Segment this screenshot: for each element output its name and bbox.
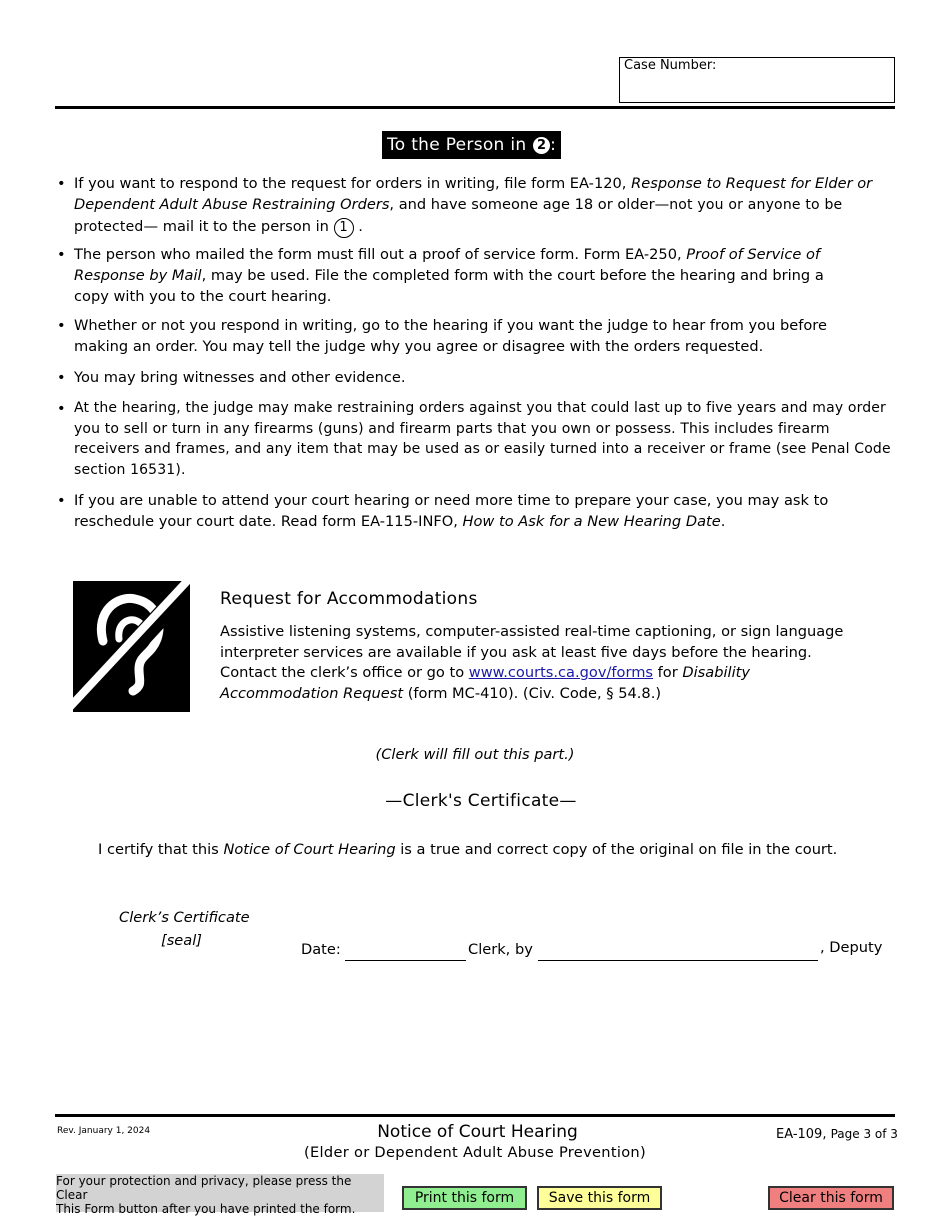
page-number: Page 3 of 3 [830, 1127, 898, 1141]
bullet-icon: • [57, 369, 66, 386]
date-label: Date: [301, 941, 341, 958]
bullet-icon: • [57, 175, 66, 192]
circle-number-icon: 2 [533, 137, 550, 154]
bullet-text: , and have someone age 18 or older— [389, 196, 670, 213]
clerk-certificate-title: —Clerk's Certificate— [385, 791, 577, 811]
accommodations-text: Assistive listening systems, computer-assisted real-time captioning, or sign language interpreter services are available if you ask at least five days before the hearing. Contact the clerk’s office or go to [220, 623, 844, 681]
bullet-text: You may bring witnesses and other evidence. [74, 369, 406, 386]
bullet-text: If you want to respond to the request for orders in writing, file form EA-120, [74, 175, 632, 192]
bullet-text: , may be used. File the completed form with the court before the hearing and bring a copy with you to the court hearing. [74, 267, 824, 305]
bullet-text: Whether or not you respond in writing, go to the hearing if you want the judge to hear from you before making an order. You may tell the judge why you agree or disagree with the orders requested. [74, 317, 827, 355]
form-title-ref: Disability Accommodation Request [220, 664, 751, 702]
form-title-ref: Response to Request for Elder or Dependent Adult Abuse Restraining Orders [74, 175, 873, 213]
privacy-text: For your protection and privacy, please press the Clear [56, 1174, 352, 1202]
clerk-note: (Clerk will fill out this part.) [375, 746, 575, 763]
bullet-icon: • [57, 317, 66, 334]
print-form-button[interactable]: Print this form [402, 1186, 527, 1210]
person-heading-suffix: : [550, 135, 557, 155]
case-number-box[interactable] [619, 57, 895, 103]
circle-number-icon: 1 [334, 218, 354, 238]
header-divider [55, 106, 895, 109]
save-form-button[interactable]: Save this form [537, 1186, 662, 1210]
clear-form-button[interactable]: Clear this form [768, 1186, 894, 1210]
form-subtitle: (Elder or Dependent Adult Abuse Prevention) [304, 1144, 646, 1161]
bullet-text: If you are unable to attend your court hearing or need more time to prepare your case, you may ask to reschedule your court date. Read form EA-115-INFO, [74, 492, 829, 530]
revision-date: Rev. January 1, 2024 [57, 1126, 151, 1136]
accommodations-body [220, 622, 860, 704]
certify-text: I certify that this [98, 841, 224, 858]
bullet-icon: • [57, 400, 66, 417]
form-title-ref: Proof of Service of Response by Mail [74, 246, 821, 284]
form-title-ref: How to Ask for a New Hearing Date [462, 513, 721, 530]
accommodations-title: Request for Accommodations [220, 589, 478, 609]
certify-text: is a true and correct copy of the original on file in the court. [395, 841, 838, 858]
bullet-text: . [720, 513, 726, 530]
bullet-text: not you or anyone to be protected [74, 197, 843, 235]
accommodations-text: for [653, 664, 683, 681]
clerk-by-label: Clerk, by [468, 941, 533, 958]
bullet-text: . [358, 218, 363, 235]
form-code [776, 1127, 898, 1142]
case-number-label: Case Number: [624, 58, 717, 73]
courts-forms-link[interactable]: www.courts.ca.gov/forms [468, 664, 654, 681]
bullet-icon: • [57, 492, 66, 509]
form-title: Notice of Court Hearing [377, 1122, 578, 1142]
seal-placeholder: [seal] [161, 932, 202, 949]
bullet-text: The person who mailed the form must fill out a proof of service form. Form EA-250, [74, 246, 687, 263]
clerk-name-field[interactable] [538, 960, 818, 961]
form-number: EA-109, [776, 1127, 827, 1142]
privacy-text: This Form button after you have printed the form. [56, 1202, 356, 1216]
person-heading [382, 131, 561, 159]
seal-label: Clerk’s Certificate [119, 909, 250, 926]
privacy-note [56, 1174, 384, 1216]
hearing-assistance-icon [73, 581, 190, 712]
footer-divider [55, 1114, 895, 1117]
form-title-ref: Notice of Court Hearing [223, 841, 396, 858]
bullet-text: At the hearing, the judge may make restraining orders against you that could last up to five years and may order you to sell or turn in any firearms (guns) and firearm parts that you own or possess. This includes firearm receivers and frames, and any item that may be used as or easily turned into a receiver or frame (see Penal Code section 16531). [74, 400, 891, 478]
bullet-text: — mail it to the person in [143, 218, 329, 235]
accommodations-text: (form MC-410). (Civ. Code, § 54.8.) [403, 684, 662, 702]
deputy-label: , Deputy [820, 939, 883, 956]
certify-statement [98, 841, 837, 858]
bullet-icon: • [57, 246, 66, 263]
person-heading-prefix: To the Person in [387, 135, 527, 155]
date-field[interactable] [345, 960, 466, 961]
